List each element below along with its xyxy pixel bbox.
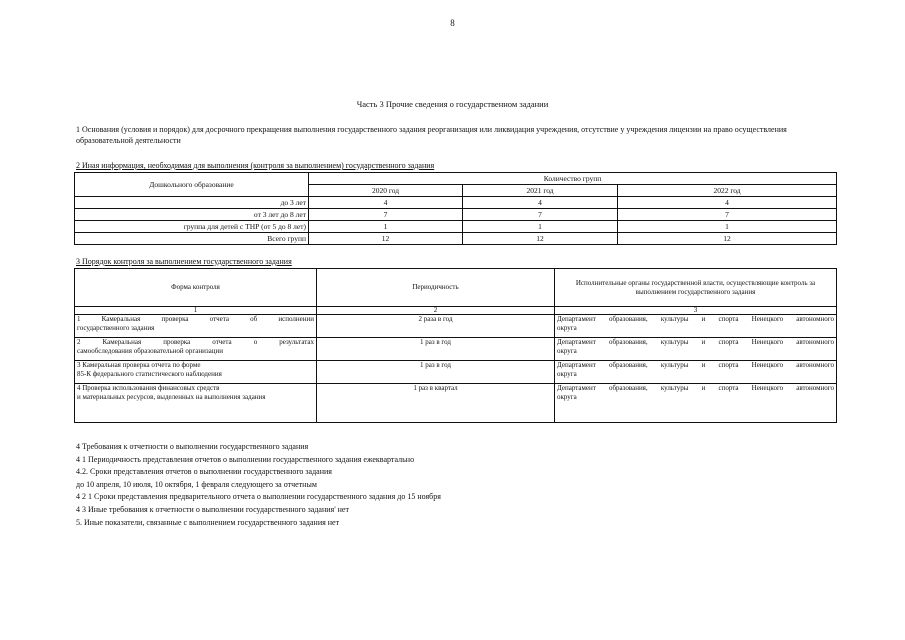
groups-count-header: Количество групп: [309, 173, 837, 185]
row-label: Всего групп: [75, 233, 309, 245]
cell-value: 12: [463, 233, 618, 245]
cell-value: 7: [463, 209, 618, 221]
control-organ-line: Департамент образования, культуры и спорта Ненецкого автономного: [557, 338, 834, 346]
requirements-line: 4 3 Иные требования к отчетности о выполнении государственного задания' нет: [76, 504, 349, 514]
groups-table: [74, 172, 837, 245]
control-form-cell: [75, 384, 317, 423]
cell-value: 12: [618, 233, 837, 245]
cell-value: 1: [618, 221, 837, 233]
table-row: [75, 221, 837, 233]
requirements-line: 4 Требования к отчетности о выполнении государственного задания: [76, 442, 309, 451]
control-header-row: [75, 269, 837, 307]
control-form-line: 85-К федерального статистического наблюдения: [77, 370, 222, 378]
groups-col1-header: Дошкольного образование: [75, 173, 309, 197]
control-form-line: 1 Камеральная проверка отчета об исполнении: [77, 315, 314, 323]
year-header: 2022 год: [618, 185, 837, 197]
requirements-line: 5. Иные показатели, связанные с выполнением государственного задания нет: [76, 517, 340, 527]
groups-header-row: [75, 173, 837, 185]
table-row: [75, 315, 837, 338]
control-form-line: государственного задания: [77, 324, 155, 332]
control-organ-line: Департамент образования, культуры и спорта Ненецкого автономного: [557, 384, 834, 392]
control-organ-header: Исполнительные органы государственной власти, осуществляющие контроль за выполнением государственного задания: [555, 269, 837, 307]
requirements-line: 4 2 1 Сроки представления предварительного отчета о выполнении государственного задания до 15 ноября: [76, 492, 441, 502]
cell-value: 7: [618, 209, 837, 221]
control-table: [74, 268, 837, 423]
control-organ-cell: [555, 384, 837, 423]
section-4-requirements: [76, 441, 441, 529]
cell-value: 1: [463, 221, 618, 233]
control-form-cell: [75, 361, 317, 384]
row-label: от 3 лет до 8 лет: [75, 209, 309, 221]
table-row: [75, 384, 837, 423]
control-organ-line: Департамент образования, культуры и спорта Ненецкого автономного: [557, 361, 834, 369]
col-number: 2: [317, 307, 555, 315]
control-form-header: Форма контроля: [75, 269, 317, 307]
col-number: 1: [75, 307, 317, 315]
control-organ-cell: [555, 315, 837, 338]
control-form-line: 3 Камеральная проверка отчета по форме: [77, 361, 201, 369]
control-organ-cell: [555, 361, 837, 384]
cell-value: 4: [618, 197, 837, 209]
cell-value: 7: [309, 209, 463, 221]
control-colnum-row: [75, 307, 837, 315]
control-form-line: самообследования образовательной организации: [77, 347, 223, 355]
cell-value: 4: [463, 197, 618, 209]
table-row: [75, 233, 837, 245]
row-label: до 3 лет: [75, 197, 309, 209]
control-form-line: 2 Камеральная проверка отчета о результатах: [77, 338, 314, 346]
cell-value: 4: [309, 197, 463, 209]
requirements-line: до 10 апреля, 10 июля, 10 октября, 1 февраля следующего за отчетным: [76, 479, 317, 489]
section-3-caption: 3 Порядок контроля за выполнением государственного задания: [76, 257, 292, 266]
control-organ-line: округа: [557, 393, 577, 401]
page-number: 8: [450, 18, 455, 28]
year-header: 2021 год: [463, 185, 618, 197]
row-label: группа для детей с ТНР (от 5 до 8 лет): [75, 221, 309, 233]
control-form-cell: [75, 315, 317, 338]
requirements-line: 4.2. Сроки представления отчетов о выполнении государственного задания: [76, 467, 332, 477]
control-period-cell: 1 раз в год: [317, 338, 555, 361]
cell-value: 12: [309, 233, 463, 245]
table-row: [75, 209, 837, 221]
table-row: [75, 361, 837, 384]
control-organ-line: округа: [557, 370, 577, 378]
section-1-text: 1 Основания (условия и порядок) для досрочного прекращения выполнения государственного задания реорганизация или ликвидация учреждения, отсутствие у учреждения лицензии на право осуществления образовательной деятельности: [76, 125, 787, 145]
table-row: [75, 197, 837, 209]
control-form-line: 4 Проверка использования финансовых средств: [77, 384, 220, 392]
part-title: Часть 3 Прочие сведения о государственном задании: [356, 99, 549, 109]
control-period-cell: 1 раз в год: [317, 361, 555, 384]
control-form-line: и материальных ресурсов, выделенных на выполнения задания: [77, 393, 266, 401]
year-header: 2020 год: [309, 185, 463, 197]
col-number: 3: [555, 307, 837, 315]
control-organ-line: округа: [557, 324, 577, 332]
control-period-cell: 1 раз в квартал: [317, 384, 555, 423]
control-organ-line: Департамент образования, культуры и спорта Ненецкого автономного: [557, 315, 834, 323]
control-period-header: Периодичность: [317, 269, 555, 307]
table-row: [75, 338, 837, 361]
control-organ-cell: [555, 338, 837, 361]
control-form-cell: [75, 338, 317, 361]
section-2-caption: 2 Иная информация, необходимая для выполнения (контроля за выполнением) государственного задания: [76, 161, 435, 170]
cell-value: 1: [309, 221, 463, 233]
control-organ-line: округа: [557, 347, 577, 355]
control-period-cell: 2 раза в год: [317, 315, 555, 338]
requirements-line: 4 1 Периодичность представления отчетов о выполнении государственного задания ежеквартально: [76, 454, 415, 464]
